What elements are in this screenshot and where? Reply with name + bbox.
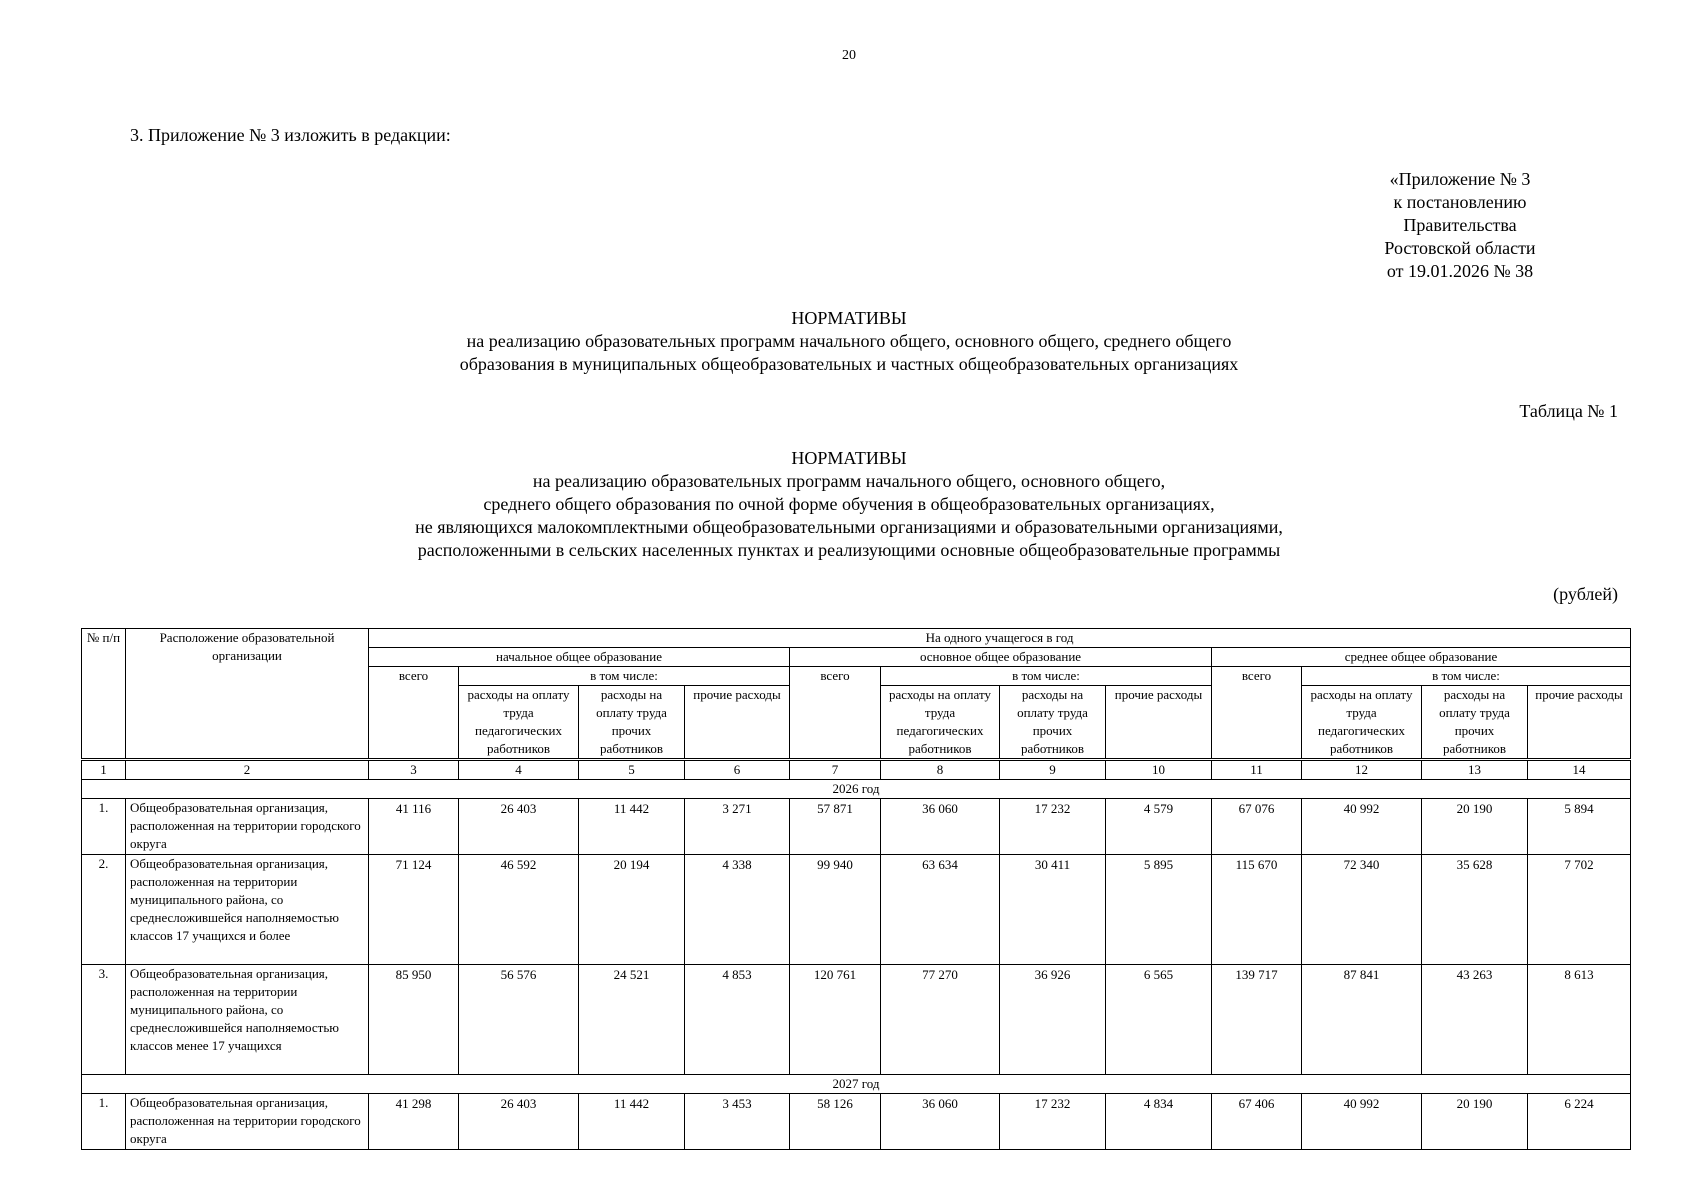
title-line: на реализацию образовательных программ начального общего, основного общего, среднего общего xyxy=(466,331,1232,351)
value-cell: 6 565 xyxy=(1106,965,1212,1075)
value-cell: 20 190 xyxy=(1422,799,1528,855)
title-heading: НОРМАТИВЫ xyxy=(791,308,907,328)
header-including: в том числе: xyxy=(1302,667,1631,686)
value-cell: 6 224 xyxy=(1528,1094,1631,1150)
year-row-2027 xyxy=(82,1075,1631,1094)
row-location: Общеобразовательная организация, расположенная на территории муниципального района, со среднесложившейся наполняемостью классов менее 17 учащихся xyxy=(126,965,369,1075)
header-other-salaries: расходы на оплату труда прочих работников xyxy=(579,686,685,760)
header-other-expenses: прочие расходы xyxy=(685,686,790,760)
value-cell: 20 190 xyxy=(1422,1094,1528,1150)
value-cell: 30 411 xyxy=(1000,855,1106,965)
year-label: 2027 год xyxy=(82,1075,1631,1094)
header-other-salaries: расходы на оплату труда прочих работников xyxy=(1000,686,1106,760)
table-row xyxy=(82,799,1631,855)
value-cell: 99 940 xyxy=(790,855,881,965)
approval-line: «Приложение № 3 xyxy=(1389,169,1531,189)
year-row-2026 xyxy=(82,780,1631,799)
value-cell: 4 853 xyxy=(685,965,790,1075)
value-cell: 139 717 xyxy=(1212,965,1302,1075)
header-teacher-salaries: расходы на оплату труда педагогических работников xyxy=(459,686,579,760)
header-other-expenses: прочие расходы xyxy=(1106,686,1212,760)
table-row xyxy=(82,855,1631,965)
column-number: 6 xyxy=(685,760,790,780)
value-cell: 26 403 xyxy=(459,1094,579,1150)
amendment-item-text: 3. Приложение № 3 изложить в редакции: xyxy=(130,125,451,145)
value-cell: 11 442 xyxy=(579,799,685,855)
value-cell: 35 628 xyxy=(1422,855,1528,965)
value-cell: 43 263 xyxy=(1422,965,1528,1075)
value-cell: 58 126 xyxy=(790,1094,881,1150)
value-cell: 41 298 xyxy=(369,1094,459,1150)
value-cell: 7 702 xyxy=(1528,855,1631,965)
appendix-approval-block xyxy=(1340,168,1580,283)
value-cell: 115 670 xyxy=(1212,855,1302,965)
table-title-line: среднего общего образования по очной форме обучения в общеобразовательных организациях, xyxy=(483,494,1215,514)
value-cell: 8 613 xyxy=(1528,965,1631,1075)
column-number: 9 xyxy=(1000,760,1106,780)
header-total: всего xyxy=(790,667,881,760)
approval-line: Правительства xyxy=(1403,215,1517,235)
header-teacher-salaries: расходы на оплату труда педагогических работников xyxy=(1302,686,1422,760)
value-cell: 5 894 xyxy=(1528,799,1631,855)
value-cell: 40 992 xyxy=(1302,1094,1422,1150)
column-numbers-row xyxy=(82,760,1631,780)
value-cell: 17 232 xyxy=(1000,1094,1106,1150)
column-number: 3 xyxy=(369,760,459,780)
table-row xyxy=(82,965,1631,1075)
value-cell: 17 232 xyxy=(1000,799,1106,855)
value-cell: 4 834 xyxy=(1106,1094,1212,1150)
value-cell: 11 442 xyxy=(579,1094,685,1150)
value-cell: 3 453 xyxy=(685,1094,790,1150)
column-number: 12 xyxy=(1302,760,1422,780)
approval-line: Ростовской области xyxy=(1384,238,1536,258)
row-location: Общеобразовательная организация, расположенная на территории городского округа xyxy=(126,1094,369,1150)
table-label: Таблица № 1 xyxy=(1519,401,1618,421)
value-cell: 4 579 xyxy=(1106,799,1212,855)
table-title xyxy=(0,447,1698,562)
row-number: 3. xyxy=(82,965,126,1075)
value-cell: 120 761 xyxy=(790,965,881,1075)
column-number: 1 xyxy=(82,760,126,780)
column-number: 10 xyxy=(1106,760,1212,780)
header-teacher-salaries: расходы на оплату труда педагогических работников xyxy=(881,686,1000,760)
header-other-expenses: прочие расходы xyxy=(1528,686,1631,760)
value-cell: 85 950 xyxy=(369,965,459,1075)
header-including: в том числе: xyxy=(881,667,1212,686)
value-cell: 67 076 xyxy=(1212,799,1302,855)
page-number: 20 xyxy=(842,48,856,63)
table-title-heading: НОРМАТИВЫ xyxy=(791,448,907,468)
column-number: 4 xyxy=(459,760,579,780)
value-cell: 46 592 xyxy=(459,855,579,965)
value-cell: 36 926 xyxy=(1000,965,1106,1075)
value-cell: 26 403 xyxy=(459,799,579,855)
row-number: 1. xyxy=(82,1094,126,1150)
row-location: Общеобразовательная организация, расположенная на территории муниципального района, со среднесложившейся наполняемостью классов 17 учащихся и более xyxy=(126,855,369,965)
header-other-salaries: расходы на оплату труда прочих работников xyxy=(1422,686,1528,760)
value-cell: 72 340 xyxy=(1302,855,1422,965)
value-cell: 36 060 xyxy=(881,799,1000,855)
column-number: 14 xyxy=(1528,760,1631,780)
column-number: 13 xyxy=(1422,760,1528,780)
value-cell: 67 406 xyxy=(1212,1094,1302,1150)
row-number: 2. xyxy=(82,855,126,965)
value-cell: 36 060 xyxy=(881,1094,1000,1150)
value-cell: 41 116 xyxy=(369,799,459,855)
value-cell: 56 576 xyxy=(459,965,579,1075)
normatives-table xyxy=(81,628,1623,1150)
value-cell: 63 634 xyxy=(881,855,1000,965)
header-primary-education: начальное общее образование xyxy=(369,648,790,667)
row-location: Общеобразовательная организация, расположенная на территории городского округа xyxy=(126,799,369,855)
table-title-line: на реализацию образовательных программ начального общего, основного общего, xyxy=(532,471,1166,491)
header-basic-education: основное общее образование xyxy=(790,648,1212,667)
value-cell: 40 992 xyxy=(1302,799,1422,855)
document-title xyxy=(0,307,1698,376)
column-number: 8 xyxy=(881,760,1000,780)
value-cell: 4 338 xyxy=(685,855,790,965)
value-cell: 24 521 xyxy=(579,965,685,1075)
approval-line: от 19.01.2026 № 38 xyxy=(1386,261,1534,281)
header-num: № п/п xyxy=(82,629,126,760)
row-number: 1. xyxy=(82,799,126,855)
value-cell: 20 194 xyxy=(579,855,685,965)
value-cell: 77 270 xyxy=(881,965,1000,1075)
year-label: 2026 год xyxy=(82,780,1631,799)
column-number: 7 xyxy=(790,760,881,780)
column-number: 11 xyxy=(1212,760,1302,780)
column-number: 2 xyxy=(126,760,369,780)
header-per-student: На одного учащегося в год xyxy=(369,629,1631,648)
header-location: Расположение образовательной организации xyxy=(126,629,369,760)
header-total: всего xyxy=(1212,667,1302,760)
header-total: всего xyxy=(369,667,459,760)
title-line: образования в муниципальных общеобразовательных и частных общеобразовательных организациях xyxy=(459,354,1239,374)
table-title-line: расположенными в сельских населенных пунктах и реализующими основные общеобразовательные программы xyxy=(417,540,1281,560)
units-label: (рублей) xyxy=(1553,584,1618,604)
value-cell: 3 271 xyxy=(685,799,790,855)
table-title-line: не являющихся малокомплектными общеобразовательными организациями и образовательными организациями, xyxy=(415,517,1283,537)
approval-line: к постановлению xyxy=(1393,192,1527,212)
header-including: в том числе: xyxy=(459,667,790,686)
value-cell: 71 124 xyxy=(369,855,459,965)
value-cell: 87 841 xyxy=(1302,965,1422,1075)
header-secondary-education: среднее общее образование xyxy=(1212,648,1631,667)
column-number: 5 xyxy=(579,760,685,780)
value-cell: 57 871 xyxy=(790,799,881,855)
value-cell: 5 895 xyxy=(1106,855,1212,965)
table-row xyxy=(82,1094,1631,1150)
